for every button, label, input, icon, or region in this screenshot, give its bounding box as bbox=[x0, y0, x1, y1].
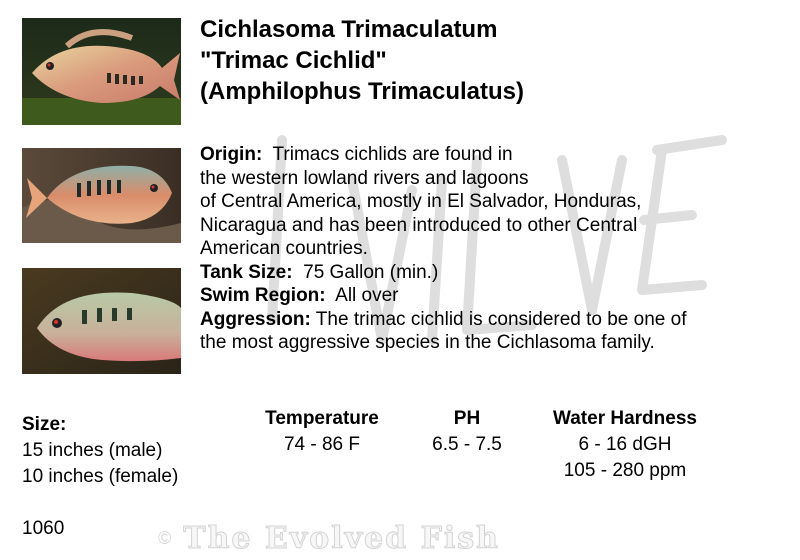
aggression-line-1 bbox=[200, 308, 790, 332]
fish-photo-2 bbox=[22, 148, 181, 243]
hardness-value: 6 - 16 dGH bbox=[578, 434, 672, 455]
origin-text-1: Trimacs cichlids are found in bbox=[272, 144, 513, 165]
tank-size-value: 75 Gallon (min.) bbox=[303, 261, 439, 283]
aggression-text-1: The trimac cichlid is considered to be one of bbox=[315, 308, 687, 330]
origin-text-2: the western lowland rivers and lagoons bbox=[200, 167, 529, 189]
temperature-label: Temperature bbox=[265, 408, 379, 429]
alternate-name: (Amphilophus Trimaculatus) bbox=[200, 78, 525, 105]
fish-photo-1 bbox=[22, 18, 181, 125]
size-female: 10 inches (female) bbox=[22, 466, 179, 487]
size-label: Size: bbox=[22, 414, 67, 435]
origin-line-1 bbox=[200, 143, 790, 167]
product-code: 1060 bbox=[22, 518, 65, 539]
aggression-label: Aggression: bbox=[200, 308, 311, 330]
swim-region-value: All over bbox=[335, 285, 399, 306]
origin-text-4: Nicaragua and has been introduced to other Central bbox=[200, 214, 638, 236]
aggression-text-2: the most aggressive species in the Cichlasoma family. bbox=[200, 332, 655, 353]
tank-size-label: Tank Size: bbox=[200, 261, 293, 283]
tank-size-line bbox=[200, 261, 790, 285]
swim-region-label: Swim Region: bbox=[200, 285, 326, 306]
ph-column bbox=[412, 406, 522, 458]
copyright-symbol: © bbox=[158, 527, 172, 548]
hardness-label: Water Hardness bbox=[553, 408, 697, 429]
origin-text-3: of Central America, mostly in El Salvador, Honduras, bbox=[200, 191, 642, 212]
common-name: "Trimac Cichlid" bbox=[200, 47, 387, 74]
fish-photo-3 bbox=[22, 268, 181, 374]
size-male: 15 inches (male) bbox=[22, 440, 163, 461]
description bbox=[200, 143, 790, 355]
swim-region-line bbox=[200, 284, 790, 308]
origin-text-5: American countries. bbox=[200, 238, 368, 259]
ph-label: PH bbox=[453, 408, 481, 429]
origin-label: Origin: bbox=[200, 144, 263, 165]
temperature-value: 74 - 86 F bbox=[283, 434, 361, 455]
scientific-name: Cichlasoma Trimaculatum bbox=[200, 16, 498, 43]
temperature-column bbox=[252, 406, 392, 458]
hardness-value-ppm: 105 - 280 ppm bbox=[563, 460, 687, 481]
brand-name: The Evolved Fish bbox=[183, 520, 500, 556]
hardness-column bbox=[535, 406, 715, 484]
footer-watermark bbox=[158, 522, 500, 554]
size-block bbox=[22, 412, 178, 490]
ph-value: 6.5 - 7.5 bbox=[432, 434, 502, 455]
species-title bbox=[200, 14, 524, 107]
